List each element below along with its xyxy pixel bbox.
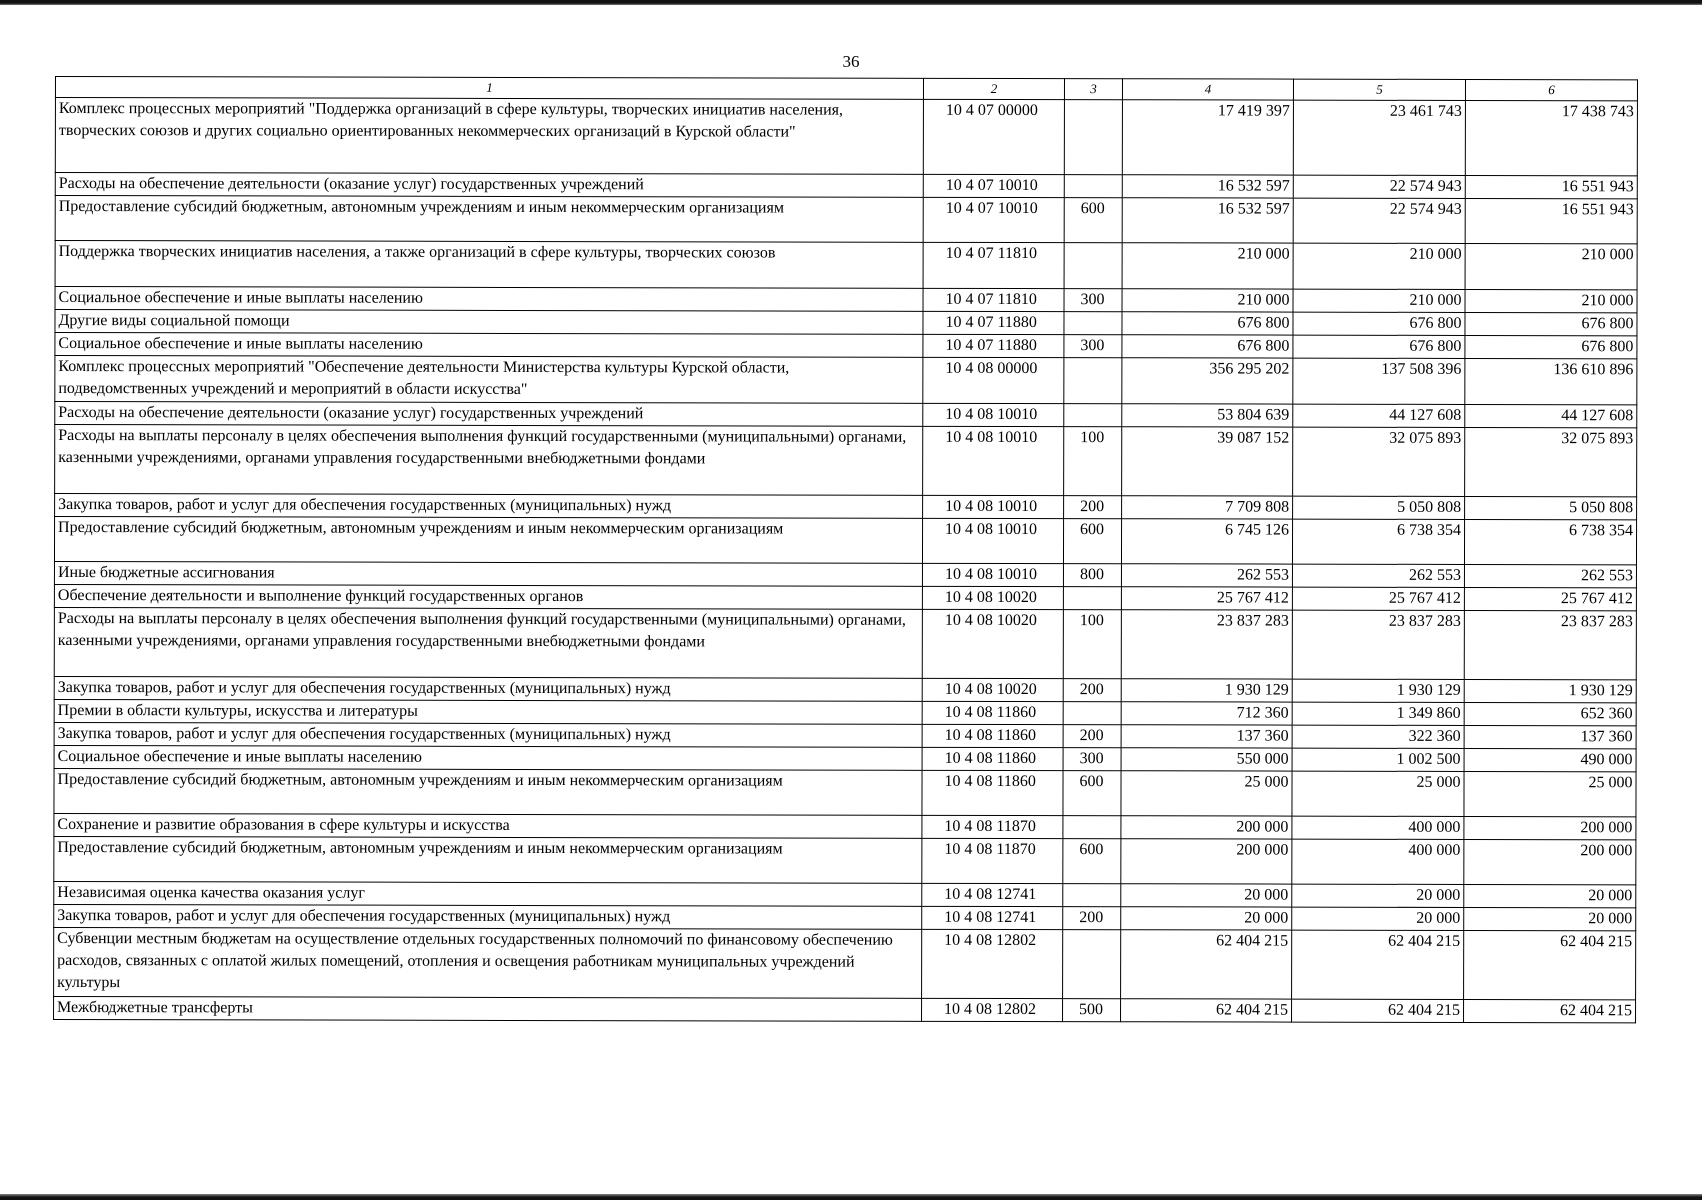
scan-border-top: [0, 0, 1702, 5]
target-code-cell: 10 4 07 10010: [923, 174, 1064, 197]
amount-cell-col5: 676 800: [1293, 335, 1465, 358]
target-code-cell: 10 4 08 11870: [922, 838, 1063, 883]
expense-type-cell: [1063, 702, 1121, 725]
amount-cell-col4: 7 709 808: [1122, 496, 1293, 519]
expense-type-cell: 600: [1063, 839, 1121, 884]
amount-cell-col5: 32 075 893: [1293, 427, 1465, 496]
item-name-cell: Расходы на обеспечение деятельности (оказание услуг) государственных учреждений: [55, 173, 923, 198]
amount-cell-col4: 137 360: [1121, 725, 1292, 748]
amount-cell-col5: 210 000: [1293, 243, 1465, 289]
amount-cell-col6: 262 553: [1464, 564, 1636, 587]
target-code-cell: 10 4 08 12802: [922, 929, 1063, 998]
item-name-cell: Социальное обеспечение и иные выплаты населению: [55, 287, 923, 312]
target-code-cell: 10 4 08 10010: [923, 403, 1064, 426]
item-name-cell: Расходы на выплаты персоналу в целях обеспечения выполнения функций государственными (муниципальными) органами, казенными учреждениями, органами управления государственными внебюджетными фондами: [55, 425, 923, 496]
target-code-cell: 10 4 08 10010: [922, 563, 1063, 586]
column-header: 1: [55, 77, 923, 100]
item-name-cell: Расходы на выплаты персоналу в целях обеспечения выполнения функций государственными (муниципальными) органами, казенными учреждениями, органами управления государственными внебюджетными фондами: [54, 607, 922, 678]
amount-cell-col5: 25 000: [1292, 771, 1464, 816]
amount-cell-col6: 25 000: [1464, 771, 1636, 816]
target-code-cell: 10 4 08 10020: [922, 609, 1063, 678]
target-code-cell: 10 4 08 11860: [922, 724, 1063, 747]
item-name-cell: Предоставление субсидий бюджетным, автономным учреждениям и иным некоммерческим организациям: [55, 196, 923, 243]
table-row: [54, 836, 1636, 884]
expense-type-cell: 300: [1064, 289, 1122, 312]
target-code-cell: 10 4 08 00000: [923, 357, 1064, 403]
amount-cell-col4: 20 000: [1121, 884, 1292, 907]
amount-cell-col4: 712 360: [1121, 702, 1292, 725]
amount-cell-col6: 25 767 412: [1464, 587, 1636, 610]
amount-cell-col4: 20 000: [1121, 907, 1292, 930]
amount-cell-col4: 16 532 597: [1122, 175, 1293, 198]
amount-cell-col4: 6 745 126: [1121, 519, 1292, 564]
expense-type-cell: [1063, 587, 1121, 610]
expense-type-cell: [1064, 175, 1122, 198]
target-code-cell: 10 4 08 10020: [922, 678, 1063, 701]
expense-type-cell: 200: [1063, 725, 1121, 748]
item-name-cell: Расходы на обеспечение деятельности (оказание услуг) государственных учреждений: [55, 402, 923, 427]
expense-type-cell: [1064, 100, 1122, 175]
expense-type-cell: 300: [1064, 335, 1122, 358]
item-name-cell: Межбюджетные трансферты: [54, 996, 922, 1021]
column-header: 5: [1293, 79, 1465, 100]
expense-type-cell: 600: [1064, 198, 1122, 243]
amount-cell-col5: 262 553: [1292, 564, 1464, 587]
table-row: [54, 927, 1636, 999]
amount-cell-col6: 20 000: [1464, 907, 1636, 930]
target-code-cell: 10 4 07 11810: [923, 242, 1064, 288]
item-name-cell: Премии в области культуры, искусства и литературы: [54, 699, 922, 724]
target-code-cell: 10 4 08 11860: [922, 770, 1063, 815]
amount-cell-col5: 20 000: [1292, 884, 1464, 907]
amount-cell-col6: 16 551 943: [1465, 198, 1637, 243]
table-row: [55, 356, 1637, 405]
expense-type-cell: [1064, 312, 1122, 335]
expense-type-cell: 200: [1063, 907, 1121, 930]
table-row: [54, 517, 1636, 565]
amount-cell-col4: 16 532 597: [1122, 198, 1293, 243]
table-row: [54, 881, 1636, 907]
item-name-cell: Субвенции местным бюджетам на осуществление отдельных государственных полномочий по финансовому обеспечению расходов, связанных с оплатой жилых помещений, отопления и освещения работникам муниципальных учреждений культуры: [54, 927, 922, 998]
amount-cell-col4: 262 553: [1121, 564, 1292, 587]
table-row: [54, 607, 1636, 679]
amount-cell-col5: 62 404 215: [1292, 930, 1464, 999]
amount-cell-col5: 1 349 860: [1292, 702, 1464, 725]
expense-type-cell: 200: [1064, 496, 1122, 519]
amount-cell-col4: 200 000: [1121, 816, 1292, 839]
column-header: 6: [1465, 79, 1637, 100]
table-row: [55, 425, 1637, 497]
amount-cell-col6: 1 930 129: [1464, 679, 1636, 702]
amount-cell-col4: 53 804 639: [1122, 404, 1293, 427]
amount-cell-col4: 210 000: [1122, 243, 1293, 289]
amount-cell-col5: 400 000: [1292, 839, 1464, 884]
expense-type-cell: 800: [1063, 564, 1121, 587]
table-row: [54, 813, 1636, 839]
table-row: [54, 768, 1636, 816]
amount-cell-col5: 25 767 412: [1292, 587, 1464, 610]
table-row: [55, 402, 1637, 428]
amount-cell-col4: 25 767 412: [1121, 587, 1292, 610]
amount-cell-col5: 23 461 743: [1293, 100, 1465, 175]
budget-table-body: [54, 77, 1638, 1023]
amount-cell-col5: 20 000: [1292, 907, 1464, 930]
target-code-cell: 10 4 07 11810: [923, 288, 1064, 311]
amount-cell-col6: 200 000: [1464, 816, 1636, 839]
item-name-cell: Комплекс процессных мероприятий "Поддержка организаций в сфере культуры, творческих инициатив населения, творческих союзов и других социально ориентированных некоммерческих организаций в Курской области": [55, 98, 923, 175]
amount-cell-col6: 5 050 808: [1465, 496, 1637, 519]
amount-cell-col6: 62 404 215: [1464, 930, 1636, 999]
table-row: [55, 287, 1637, 313]
amount-cell-col6: 676 800: [1465, 335, 1637, 358]
expense-type-cell: 300: [1063, 748, 1121, 771]
target-code-cell: 10 4 07 10010: [923, 197, 1064, 242]
amount-cell-col6: 17 438 743: [1465, 100, 1637, 175]
item-name-cell: Предоставление субсидий бюджетным, автономным учреждениям и иным некоммерческим организациям: [54, 517, 922, 564]
amount-cell-col6: 20 000: [1464, 884, 1636, 907]
amount-cell-col4: 1 930 129: [1121, 679, 1292, 702]
amount-cell-col4: 23 837 283: [1121, 610, 1292, 679]
amount-cell-col4: 676 800: [1122, 312, 1293, 335]
amount-cell-col4: 550 000: [1121, 748, 1292, 771]
table-row: [54, 996, 1636, 1022]
item-name-cell: Другие виды социальной помощи: [55, 310, 923, 335]
target-code-cell: 10 4 08 12802: [922, 998, 1063, 1021]
expense-type-cell: 100: [1064, 427, 1122, 496]
amount-cell-col4: 210 000: [1122, 289, 1293, 312]
item-name-cell: Социальное обеспечение и иные выплаты населению: [54, 745, 922, 770]
amount-cell-col6: 652 360: [1464, 702, 1636, 725]
amount-cell-col6: 136 610 896: [1465, 358, 1637, 404]
expense-type-cell: 500: [1063, 999, 1121, 1022]
target-code-cell: 10 4 08 11860: [922, 701, 1063, 724]
expense-type-cell: [1063, 930, 1121, 999]
item-name-cell: Обеспечение деятельности и выполнение функций государственных органов: [54, 584, 922, 609]
amount-cell-col6: 62 404 215: [1464, 999, 1636, 1022]
expense-type-cell: 100: [1063, 610, 1121, 679]
amount-cell-col6: 6 738 354: [1464, 519, 1636, 564]
amount-cell-col5: 6 738 354: [1292, 519, 1464, 564]
amount-cell-col4: 200 000: [1121, 839, 1292, 884]
target-code-cell: 10 4 08 10010: [922, 518, 1063, 563]
table-row: [54, 699, 1636, 725]
target-code-cell: 10 4 08 10020: [922, 586, 1063, 609]
table-row: [55, 333, 1637, 359]
item-name-cell: Закупка товаров, работ и услуг для обеспечения государственных (муниципальных) нужд: [54, 676, 922, 701]
expense-type-cell: [1064, 404, 1122, 427]
amount-cell-col6: 676 800: [1465, 312, 1637, 335]
amount-cell-col6: 16 551 943: [1465, 175, 1637, 198]
scan-border-bottom: [0, 1194, 1702, 1200]
column-header: 2: [923, 78, 1064, 99]
amount-cell-col5: 22 574 943: [1293, 198, 1465, 243]
amount-cell-col5: 1 930 129: [1292, 679, 1464, 702]
target-code-cell: 10 4 07 11880: [923, 311, 1064, 334]
target-code-cell: 10 4 08 12741: [922, 883, 1063, 906]
amount-cell-col4: 676 800: [1122, 335, 1293, 358]
item-name-cell: Сохранение и развитие образования в сфере культуры и искусства: [54, 813, 922, 838]
amount-cell-col5: 137 508 396: [1293, 358, 1465, 404]
target-code-cell: 10 4 08 10010: [923, 426, 1064, 495]
amount-cell-col6: 137 360: [1464, 725, 1636, 748]
target-code-cell: 10 4 08 11870: [922, 815, 1063, 838]
amount-cell-col5: 1 002 500: [1292, 748, 1464, 771]
expense-type-cell: [1063, 884, 1121, 907]
target-code-cell: 10 4 07 11880: [923, 334, 1064, 357]
amount-cell-col5: 400 000: [1292, 816, 1464, 839]
table-row: [55, 196, 1637, 244]
amount-cell-col4: 62 404 215: [1121, 999, 1292, 1022]
table-row: [55, 310, 1637, 336]
target-code-cell: 10 4 08 11860: [922, 747, 1063, 770]
table-row: [55, 241, 1637, 290]
item-name-cell: Закупка товаров, работ и услуг для обеспечения государственных (муниципальных) нужд: [54, 722, 922, 747]
page-number: 36: [842, 52, 860, 71]
amount-cell-col5: 676 800: [1293, 312, 1465, 335]
expense-type-cell: 200: [1063, 679, 1121, 702]
amount-cell-col6: 32 075 893: [1465, 427, 1637, 496]
amount-cell-col5: 22 574 943: [1293, 175, 1465, 198]
table-row: [54, 722, 1636, 748]
amount-cell-col5: 5 050 808: [1293, 496, 1465, 519]
expense-type-cell: 600: [1063, 771, 1121, 816]
target-code-cell: 10 4 08 12741: [922, 906, 1063, 929]
amount-cell-col6: 210 000: [1465, 243, 1637, 289]
amount-cell-col4: 25 000: [1121, 771, 1292, 816]
table-row: [55, 173, 1637, 199]
amount-cell-col5: 62 404 215: [1292, 999, 1464, 1022]
item-name-cell: Закупка товаров, работ и услуг для обеспечения государственных (муниципальных) нужд: [55, 494, 923, 519]
amount-cell-col5: 322 360: [1292, 725, 1464, 748]
amount-cell-col6: 44 127 608: [1465, 404, 1637, 427]
amount-cell-col5: 44 127 608: [1293, 404, 1465, 427]
amount-cell-col4: 356 295 202: [1122, 358, 1293, 404]
table-row: [54, 745, 1636, 771]
expense-type-cell: [1064, 358, 1122, 404]
expense-type-cell: [1064, 243, 1122, 289]
expense-type-cell: [1063, 816, 1121, 839]
item-name-cell: Закупка товаров, работ и услуг для обеспечения государственных (муниципальных) нужд: [54, 904, 922, 929]
amount-cell-col5: 210 000: [1293, 289, 1465, 312]
item-name-cell: Иные бюджетные ассигнования: [54, 562, 922, 587]
target-code-cell: 10 4 08 10010: [923, 495, 1064, 518]
item-name-cell: Независимая оценка качества оказания услуг: [54, 881, 922, 906]
table-row: [54, 584, 1636, 610]
table-row: [54, 562, 1636, 588]
budget-table: [53, 76, 1638, 1023]
table-row: [54, 904, 1636, 930]
amount-cell-col4: 17 419 397: [1122, 100, 1293, 175]
table-row: [54, 676, 1636, 702]
table-row: [55, 494, 1637, 520]
amount-cell-col6: 210 000: [1465, 289, 1637, 312]
item-name-cell: Предоставление субсидий бюджетным, автономным учреждениям и иным некоммерческим организациям: [54, 836, 922, 883]
item-name-cell: Комплекс процессных мероприятий "Обеспечение деятельности Министерства культуры Курской области, подведомственных учреждений и мероприятий в области искусства": [55, 356, 923, 404]
amount-cell-col4: 62 404 215: [1121, 930, 1292, 999]
amount-cell-col4: 39 087 152: [1122, 427, 1293, 496]
item-name-cell: Предоставление субсидий бюджетным, автономным учреждениям и иным некоммерческим организациям: [54, 768, 922, 815]
column-header: 3: [1064, 79, 1122, 100]
amount-cell-col6: 200 000: [1464, 839, 1636, 884]
item-name-cell: Социальное обеспечение и иные выплаты населению: [55, 333, 923, 358]
column-header: 4: [1122, 79, 1293, 100]
amount-cell-col6: 23 837 283: [1464, 610, 1636, 679]
item-name-cell: Поддержка творческих инициатив населения, а также организаций в сфере культуры, творческих союзов: [55, 241, 923, 289]
target-code-cell: 10 4 07 00000: [923, 99, 1064, 174]
amount-cell-col6: 490 000: [1464, 748, 1636, 771]
amount-cell-col5: 23 837 283: [1292, 610, 1464, 679]
table-row: [55, 98, 1637, 176]
expense-type-cell: 600: [1063, 519, 1121, 564]
